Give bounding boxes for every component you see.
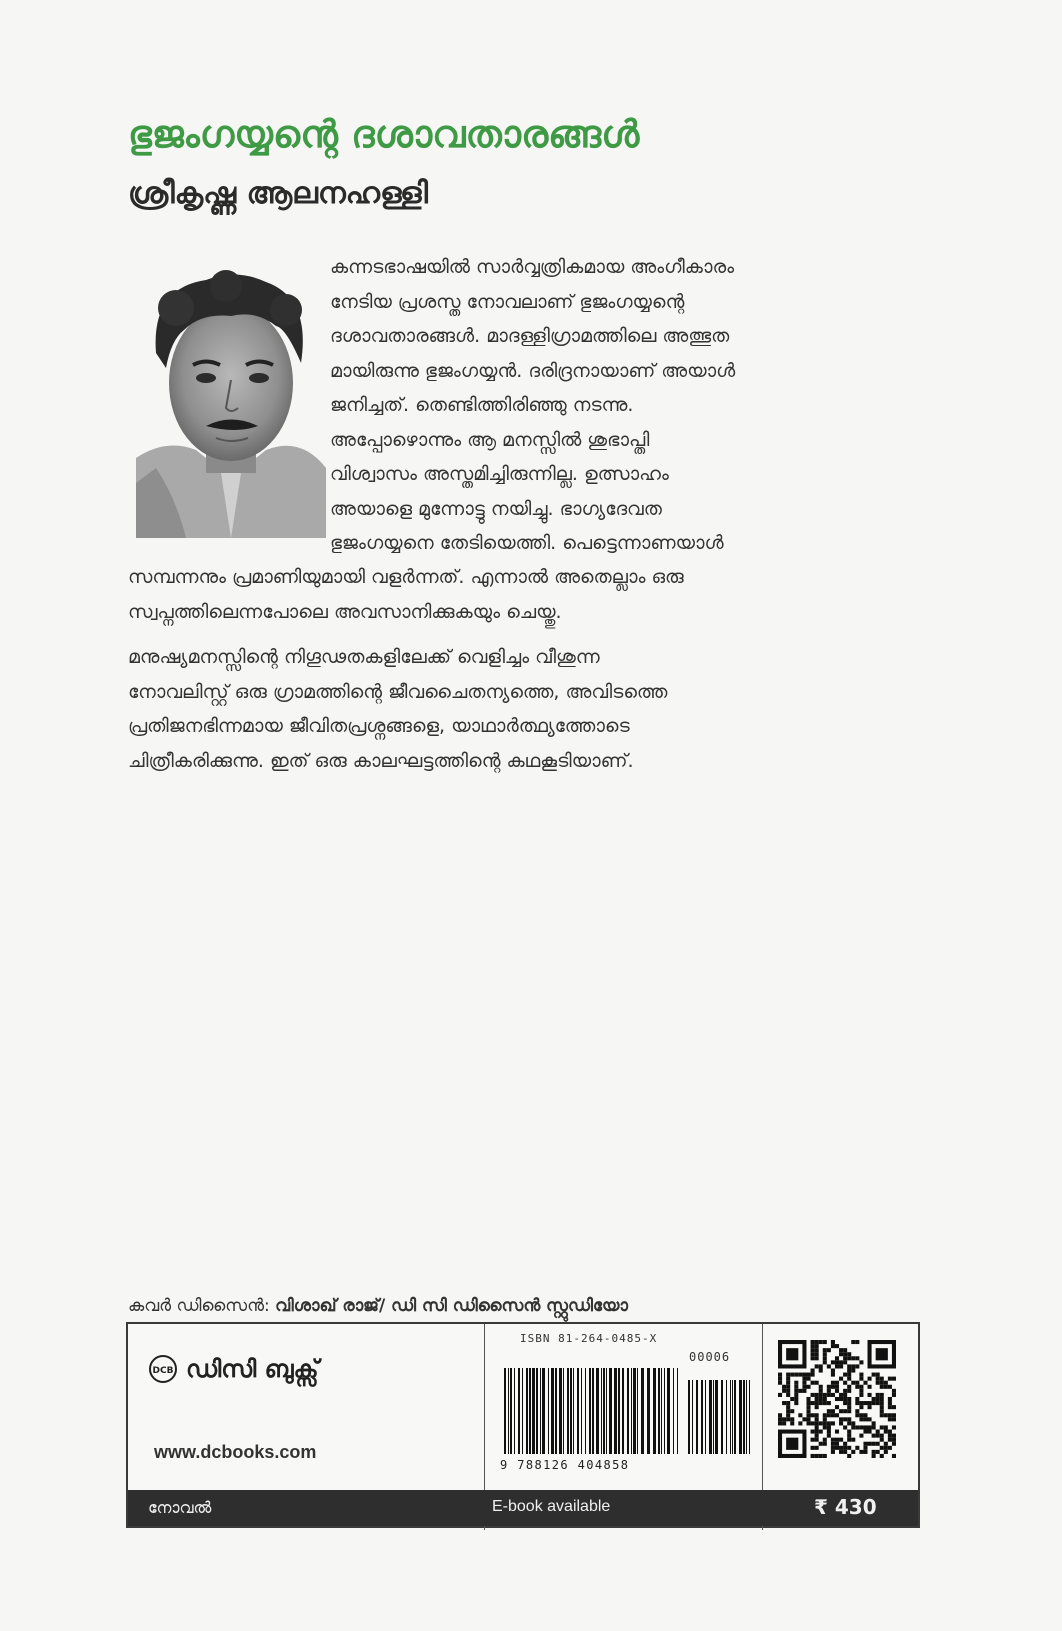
cover-design-credit [128, 1296, 628, 1316]
barcode-icon [500, 1348, 760, 1458]
qr-code-icon [778, 1340, 896, 1458]
footer-bar [128, 1490, 918, 1526]
category-label: നോവൽ [148, 1498, 212, 1517]
book-author: ശ്രീകൃഷ്ണ ആലനഹള്ളി [128, 176, 428, 211]
blurb-line: ദശാവതാരങ്ങൾ. മാദള്ളിഗ്രാമത്തിലെ അത്ഭുത [330, 325, 730, 347]
blurb-line: സമ്പന്നനും പ്രമാണിയുമായി വളർന്നത്. എന്നാൽ അതെല്ലാം ഒരു [128, 566, 684, 588]
dcb-logo-icon [148, 1354, 178, 1384]
blurb-intro [330, 250, 735, 561]
credit-label: കവർ ഡിസൈൻ: [128, 1296, 270, 1316]
isbn-text: ISBN 81-264-0485-X [520, 1332, 658, 1345]
blurb-line: അയാളെ മുന്നോട്ടു നയിച്ചു. ഭാഗ്യദേവത [330, 497, 662, 520]
ean-number: 9 788126 404858 [500, 1458, 630, 1472]
ebook-label: E-book available [492, 1498, 611, 1515]
publisher-name: ഡിസി ബുക്സ് [186, 1355, 319, 1383]
barcode-addon-number: 00006 [689, 1350, 731, 1364]
credit-value: വിശാഖ് രാജ്/ ഡി സി ഡിസൈൻ സ്റ്റുഡിയോ [275, 1296, 628, 1316]
publisher-logo [148, 1354, 319, 1384]
blurb-intro-wide [128, 560, 684, 629]
blurb-line: കന്നടഭാഷയിൽ സാർവ്വത്രികമായ അംഗീകാരം [330, 256, 735, 278]
blurb-paragraph-2 [128, 640, 667, 778]
blurb-line: മായിരുന്നു ഭുജംഗയ്യൻ. ദരിദ്രനായാണ് അയാൾ [330, 359, 736, 382]
blurb-line: ജനിച്ചത്. തെണ്ടിത്തിരിഞ്ഞു നടന്നു. [330, 394, 634, 416]
publisher-url[interactable]: www.dcbooks.com [154, 1442, 317, 1462]
blurb-line: പ്രതിജനഭിന്നമായ ജീവിതപ്രശ്നങ്ങളെ, യാഥാർത്ഥ്യത്തോടെ [128, 715, 630, 737]
logo-text: DCB [152, 1366, 174, 1376]
blurb-line: ഭുജംഗയ്യനെ തേടിയെത്തി. പെട്ടെന്നാണയാൾ [330, 532, 724, 554]
blurb-line: മനുഷ്യമനസ്സിന്റെ നിഗൂഢതകളിലേക്ക് വെളിച്ചം വീശുന്ന [128, 646, 600, 668]
publisher-box [126, 1322, 920, 1528]
blurb-line: സ്വപ്നത്തിലെന്നപോലെ അവസാനിക്കുകയും ചെയ്തു. [128, 600, 562, 623]
book-title: ഭുജംഗയ്യന്റെ ദശാവതാരങ്ങൾ [128, 112, 640, 156]
blurb-line: അപ്പോഴൊന്നും ആ മനസ്സിൽ ശുഭാപ്തി [330, 428, 650, 451]
blurb-line: നോവലിസ്റ്റ് ഒരു ഗ്രാമത്തിന്റെ ജീവചൈതന്യത്തെ, അവിടത്തെ [128, 680, 668, 703]
price-label: ₹ 430 [814, 1495, 877, 1519]
blurb-line: വിശ്വാസം അസ്തമിച്ചിരുന്നില്ല. ഉത്സാഹം [330, 463, 669, 485]
author-photo [136, 268, 326, 538]
blurb-line: നേടിയ പ്രശസ്ത നോവലാണ് ഭുജംഗയ്യന്റെ [330, 290, 685, 313]
blurb-line: ചിത്രീകരിക്കുന്നു. ഇത് ഒരു കാലഘട്ടത്തിന്റെ കഥകൂടിയാണ്. [128, 749, 634, 772]
